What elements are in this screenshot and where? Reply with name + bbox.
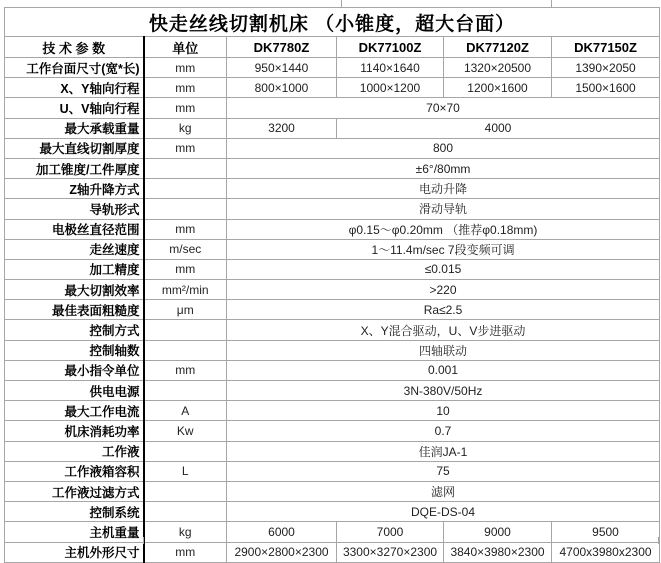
title-row bbox=[5, 8, 660, 37]
param-cell: 导轨形式 bbox=[5, 199, 144, 219]
unit-cell bbox=[144, 381, 227, 401]
table-row bbox=[5, 441, 660, 461]
value-cell: DQE-DS-04 bbox=[227, 502, 660, 522]
gridline-stub bbox=[551, 537, 552, 544]
value-cell: φ0.15～φ0.20mm （推荐φ0.18mm) bbox=[227, 219, 660, 239]
unit-cell: L bbox=[144, 461, 227, 481]
value-cell: 3840×3980×2300 bbox=[444, 542, 552, 562]
param-cell: 最小指令单位 bbox=[5, 360, 144, 380]
unit-cell: mm bbox=[144, 219, 227, 239]
table-row bbox=[5, 179, 660, 199]
unit-cell: mm bbox=[144, 78, 227, 98]
value-cell: 1000×1200 bbox=[337, 78, 444, 98]
unit-cell: mm bbox=[144, 360, 227, 380]
gridline-stub bbox=[4, 537, 5, 544]
value-cell: 7000 bbox=[337, 522, 444, 542]
table-row bbox=[5, 340, 660, 360]
table-row bbox=[5, 542, 660, 562]
value-cell: 1390×2050 bbox=[552, 58, 660, 78]
table-row bbox=[5, 360, 660, 380]
param-cell: 机床消耗功率 bbox=[5, 421, 144, 441]
unit-cell: mm bbox=[144, 542, 227, 562]
table-row bbox=[5, 421, 660, 441]
unit-cell bbox=[144, 441, 227, 461]
unit-cell bbox=[144, 320, 227, 340]
param-cell: 最大切割效率 bbox=[5, 280, 144, 300]
gridline-stub bbox=[658, 537, 659, 544]
unit-cell: kg bbox=[144, 118, 227, 138]
param-cell: U、V轴向行程 bbox=[5, 98, 144, 118]
value-cell: 滤网 bbox=[227, 481, 660, 501]
param-cell: 走丝速度 bbox=[5, 239, 144, 259]
param-cell: 主机外形尺寸 bbox=[5, 542, 144, 562]
col-header-model-1: DK77100Z bbox=[337, 37, 444, 58]
value-cell: 电动升降 bbox=[227, 179, 660, 199]
value-cell: 0.7 bbox=[227, 421, 660, 441]
param-cell: 加工锥度/工件厚度 bbox=[5, 158, 144, 178]
unit-cell bbox=[144, 481, 227, 501]
value-cell: ±6°/80mm bbox=[227, 158, 660, 178]
table-row bbox=[5, 401, 660, 421]
table-row bbox=[5, 502, 660, 522]
unit-cell: Kw bbox=[144, 421, 227, 441]
value-cell: 1140×1640 bbox=[337, 58, 444, 78]
param-cell: 控制方式 bbox=[5, 320, 144, 340]
param-cell: X、Y轴向行程 bbox=[5, 78, 144, 98]
value-cell: 800 bbox=[227, 138, 660, 158]
table-row bbox=[5, 239, 660, 259]
value-cell: ≤0.015 bbox=[227, 259, 660, 279]
param-cell: 供电电源 bbox=[5, 381, 144, 401]
value-cell: 9500 bbox=[552, 522, 660, 542]
table-row bbox=[5, 522, 660, 542]
unit-cell: mm bbox=[144, 58, 227, 78]
gridline-stub bbox=[551, 0, 552, 7]
unit-cell bbox=[144, 199, 227, 219]
unit-cell: A bbox=[144, 401, 227, 421]
unit-cell bbox=[144, 179, 227, 199]
unit-cell: m/sec bbox=[144, 239, 227, 259]
unit-cell bbox=[144, 340, 227, 360]
value-cell: X、Y混合驱动，U、V步进驱动 bbox=[227, 320, 660, 340]
param-cell: 工作液箱容积 bbox=[5, 461, 144, 481]
param-cell: 控制轴数 bbox=[5, 340, 144, 360]
unit-cell: kg bbox=[144, 522, 227, 542]
value-cell: 4700x3980x2300 bbox=[552, 542, 660, 562]
table-row bbox=[5, 199, 660, 219]
param-cell: Z轴升降方式 bbox=[5, 179, 144, 199]
table-row bbox=[5, 381, 660, 401]
col-header-unit: 单位 bbox=[144, 37, 227, 58]
value-cell: 2900×2800×2300 bbox=[227, 542, 337, 562]
param-cell: 最佳表面粗糙度 bbox=[5, 300, 144, 320]
unit-cell: mm bbox=[144, 138, 227, 158]
col-header-model-0: DK7780Z bbox=[227, 37, 337, 58]
value-cell: 1200×1600 bbox=[444, 78, 552, 98]
value-cell: 3N-380V/50Hz bbox=[227, 381, 660, 401]
value-cell: 0.001 bbox=[227, 360, 660, 380]
value-cell: 1320×20500 bbox=[444, 58, 552, 78]
param-cell: 加工精度 bbox=[5, 259, 144, 279]
value-cell: 75 bbox=[227, 461, 660, 481]
col-header-model-3: DK77150Z bbox=[552, 37, 660, 58]
value-cell: 950×1440 bbox=[227, 58, 337, 78]
table-row bbox=[5, 461, 660, 481]
value-cell: 4000 bbox=[337, 118, 660, 138]
gridline-stub bbox=[443, 537, 444, 544]
table-row bbox=[5, 320, 660, 340]
unit-cell: mm bbox=[144, 98, 227, 118]
header-row bbox=[5, 37, 660, 58]
value-cell: Ra≤2.5 bbox=[227, 300, 660, 320]
value-cell: 滑动导轨 bbox=[227, 199, 660, 219]
value-cell: >220 bbox=[227, 280, 660, 300]
param-cell: 工作液过滤方式 bbox=[5, 481, 144, 501]
value-cell: 3300×3270×2300 bbox=[337, 542, 444, 562]
table-row bbox=[5, 300, 660, 320]
value-cell: 10 bbox=[227, 401, 660, 421]
unit-cell: mm²/min bbox=[144, 280, 227, 300]
table-row bbox=[5, 259, 660, 279]
col-header-model-2: DK77120Z bbox=[444, 37, 552, 58]
unit-cell bbox=[144, 502, 227, 522]
table-row bbox=[5, 219, 660, 239]
table-row bbox=[5, 138, 660, 158]
value-cell: 9000 bbox=[444, 522, 552, 542]
gridline-stub bbox=[336, 537, 337, 544]
table-row bbox=[5, 481, 660, 501]
value-cell: 1500×1600 bbox=[552, 78, 660, 98]
table-row bbox=[5, 98, 660, 118]
value-cell: 四轴联动 bbox=[227, 340, 660, 360]
gridline-stub bbox=[341, 0, 342, 7]
param-cell: 最大工作电流 bbox=[5, 401, 144, 421]
col-header-param: 技 术 参 数 bbox=[5, 37, 144, 58]
table-row bbox=[5, 78, 660, 98]
param-cell: 电极丝直径范围 bbox=[5, 219, 144, 239]
param-cell: 控制系统 bbox=[5, 502, 144, 522]
spec-table bbox=[4, 7, 660, 563]
param-cell: 工作液 bbox=[5, 441, 144, 461]
page-title: 快走丝线切割机床 （小锥度，超大台面） bbox=[5, 8, 660, 37]
table-row bbox=[5, 58, 660, 78]
value-cell: 6000 bbox=[227, 522, 337, 542]
param-cell: 最大直线切割厚度 bbox=[5, 138, 144, 158]
table-row bbox=[5, 280, 660, 300]
value-cell: 800×1000 bbox=[227, 78, 337, 98]
unit-cell: mm bbox=[144, 259, 227, 279]
table-row bbox=[5, 158, 660, 178]
value-cell: 佳润JA-1 bbox=[227, 441, 660, 461]
value-cell: 3200 bbox=[227, 118, 337, 138]
unit-cell bbox=[144, 158, 227, 178]
value-cell: 70×70 bbox=[227, 98, 660, 118]
param-cell: 最大承载重量 bbox=[5, 118, 144, 138]
param-cell: 工作台面尺寸(宽*长) bbox=[5, 58, 144, 78]
table-row bbox=[5, 118, 660, 138]
gridline-stub bbox=[143, 537, 144, 544]
value-cell: 1～11.4m/sec 7段变频可调 bbox=[227, 239, 660, 259]
gridline-stub bbox=[226, 537, 227, 544]
unit-cell: μm bbox=[144, 300, 227, 320]
param-cell: 主机重量 bbox=[5, 522, 144, 542]
